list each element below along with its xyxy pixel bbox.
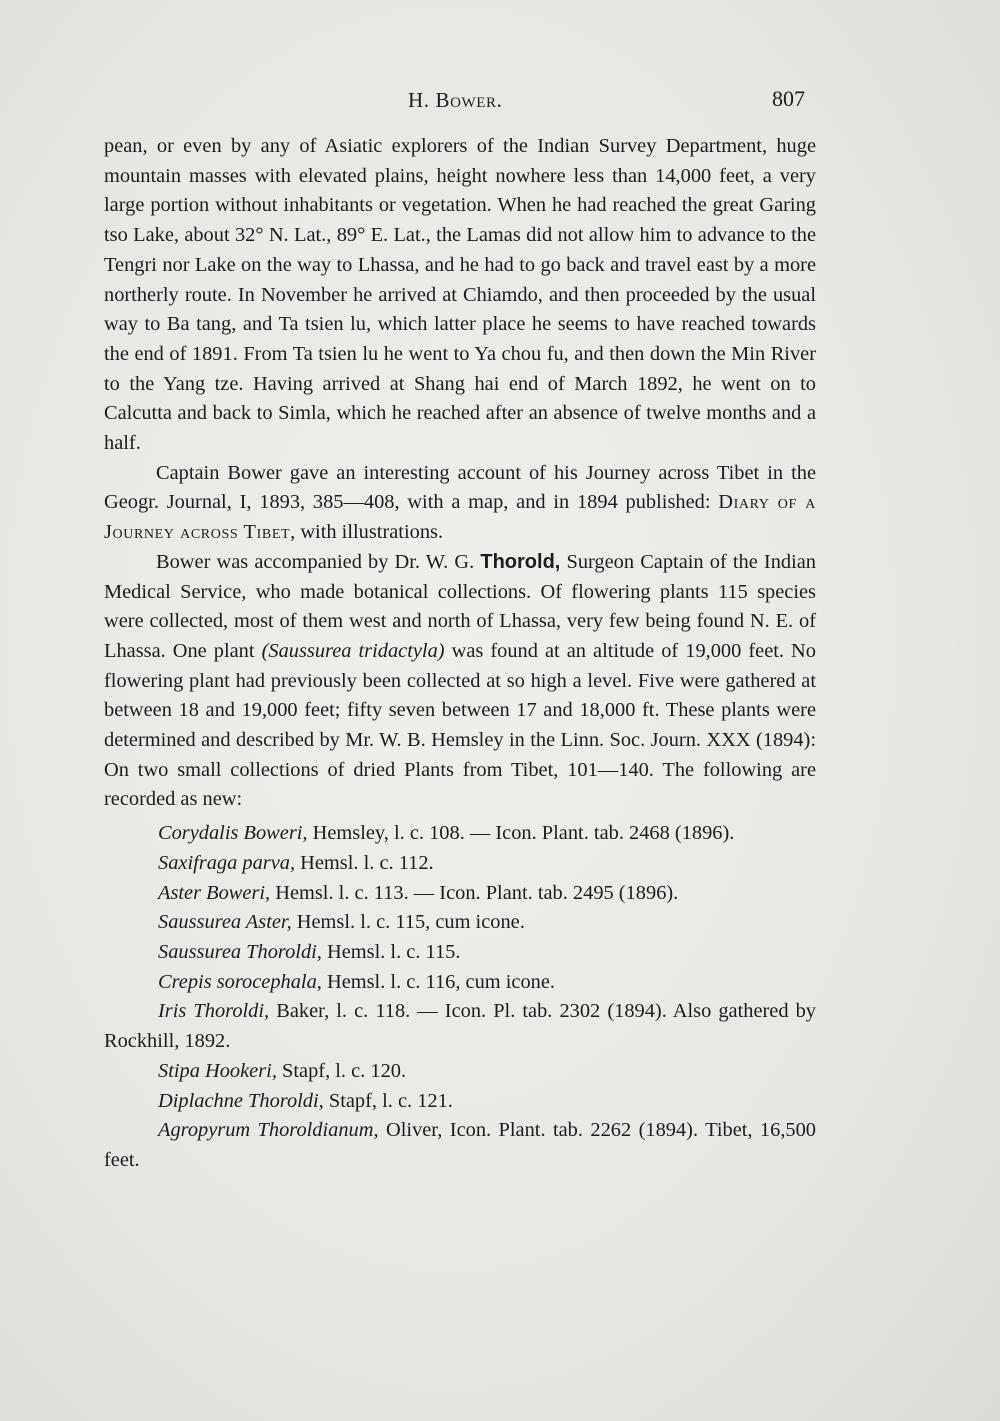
species-reference: Hemsl. l. c. 115, cum icone. xyxy=(291,911,525,934)
species-entry xyxy=(104,879,816,909)
species-mention: (Saussurea tridactyla) xyxy=(261,639,445,662)
thorold-name: Thorold, xyxy=(480,550,561,573)
book-title: Diary of a Journey across Tibet xyxy=(104,491,816,544)
thorold-text-mid: Surgeon Captain of the Indian Medical Service, who made botanical collections. Of flowering plants 115 species were collected, most of them west and north of Lhassa, very few being found N. E. of Lhassa. One plant xyxy=(104,550,816,662)
publication-text: Captain Bower gave an interesting account of his Journey across Tibet in the Geogr. Journal, I, 1893, 385—408, with a map, and in 1894 published: xyxy=(104,461,816,514)
species-name: Saussurea Aster, xyxy=(158,911,292,934)
species-reference: Hemsl. l. c. 116, cum icone. xyxy=(321,970,555,993)
species-entry xyxy=(104,1087,816,1117)
species-reference: Hemsl. l. c. 115. xyxy=(321,940,461,963)
paragraph-expedition-route: pean, or even by any of Asiatic explorers of the Indian Survey Department, huge mountain masses with elevated plains, height nowhere less than 14,000 feet, a very large portion without inhabitants or vegetation. When he had reached the great Garing tso Lake, about 32° N. Lat., 89° E. Lat., the Lamas did not allow him to advance to the Tengri nor Lake on the way to Lhassa, and he had to go back and travel east by a more northerly route. In November he arrived at Chiamdo, and then proceeded by the usual way to Ba tang, and Ta tsien lu, which latter place he seems to have reached towards the end of 1891. From Ta tsien lu he went to Ya chou fu, and then down the Min River to the Yang tze. Having arrived at Shang hai end of March 1892, he went on to Calcutta and back to Simla, which he reached after an absence of twelve months and a half. xyxy=(104,135,816,455)
species-entry xyxy=(104,1116,816,1175)
species-name: Agropyrum Thoroldianum, xyxy=(158,1119,379,1142)
running-title: H. Bower. xyxy=(408,88,503,112)
species-reference: Hemsl. l. c. 112. xyxy=(295,851,434,874)
paragraph-bower-publication xyxy=(104,459,816,548)
species-entry xyxy=(104,849,816,879)
species-name: Aster Boweri, xyxy=(158,881,271,904)
species-entry xyxy=(104,819,816,849)
species-entry xyxy=(104,968,816,998)
species-name: Diplachne Thoroldi, xyxy=(158,1089,324,1112)
page-body xyxy=(104,132,816,1176)
paragraph-thorold-collections xyxy=(104,548,816,815)
species-name: Stipa Hookeri, xyxy=(158,1059,277,1082)
publication-text-end: , with illustrations. xyxy=(290,521,444,544)
species-reference: Stapf, l. c. 120. xyxy=(276,1059,407,1082)
page-number: 807 xyxy=(772,86,805,111)
species-entry xyxy=(104,938,816,968)
species-name: Corydalis Boweri, xyxy=(158,822,308,845)
species-name: Iris Thoroldi, xyxy=(158,1000,270,1023)
species-entry xyxy=(104,997,816,1056)
running-head xyxy=(0,88,1000,118)
species-entry xyxy=(104,1057,816,1087)
species-reference: Hemsley, l. c. 108. — Icon. Plant. tab. 2468 (1896). xyxy=(307,822,735,845)
species-entry xyxy=(104,908,816,938)
species-reference: Oliver, Icon. Plant. tab. 2262 (1894). Tibet, 16,500 feet. xyxy=(104,1119,816,1171)
species-name: Crepis sorocephala, xyxy=(158,970,322,993)
thorold-text-end: was found at an altitude of 19,000 feet. No flowering plant had previously been collected at so high a level. Five were gathered at between 18 and 19,000 feet; fifty seven between 17 and 18,000 ft. These plants were determined and described by Mr. W. B. Hemsley in the Linn. Soc. Journ. XXX (1894): On two small collections of dried Plants from Tibet, 101—140. The following are recorded as new: xyxy=(104,639,816,811)
species-name: Saussurea Thoroldi, xyxy=(158,940,322,963)
thorold-text-start: Bower was accompanied by Dr. W. G. xyxy=(156,550,481,573)
species-list xyxy=(104,819,816,1175)
species-reference: Baker, l. c. 118. — Icon. Pl. tab. 2302 (1894). Also gathered by Rockhill, 1892. xyxy=(104,1000,817,1053)
species-reference: Stapf, l. c. 121. xyxy=(323,1089,453,1112)
species-name: Saxifraga parva, xyxy=(158,851,296,874)
species-reference: Hemsl. l. c. 113. — Icon. Plant. tab. 2495 (1896). xyxy=(270,881,679,904)
